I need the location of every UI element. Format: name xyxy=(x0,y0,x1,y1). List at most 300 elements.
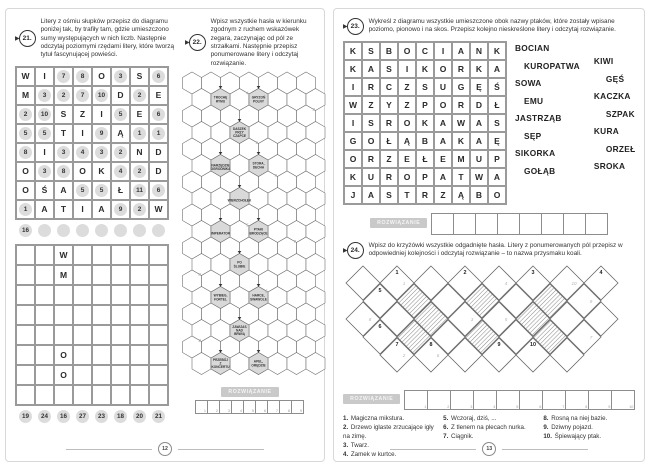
grid-cell: A xyxy=(434,114,452,132)
grid-cell: C xyxy=(416,42,434,60)
grid-cell: K xyxy=(452,132,470,150)
word-list-item: KACZKA xyxy=(593,91,631,101)
answer-cell: 3 xyxy=(219,400,232,414)
grid-cell: O xyxy=(434,96,452,114)
hex-clue-text: DASZEK PRZY CZAPCE xyxy=(232,126,247,139)
task-24-badge xyxy=(343,242,364,259)
word-list-item: SROKA xyxy=(593,161,626,171)
grid-cell: A xyxy=(434,168,452,186)
grid-cell xyxy=(92,285,111,305)
grid-cell: 2 xyxy=(130,86,149,105)
answer-cell xyxy=(563,213,586,235)
grid-cell: Y xyxy=(380,96,398,114)
answer-cell xyxy=(453,213,476,235)
answer-cell: 9 xyxy=(291,400,304,414)
grid-cell: 2 xyxy=(130,162,149,181)
grid-cell: W xyxy=(344,96,362,114)
hex-number-mark: 5 xyxy=(246,222,249,228)
grid-cell: O xyxy=(488,186,506,204)
grid-cell: Ł xyxy=(416,150,434,168)
grid-cell: P xyxy=(488,150,506,168)
grid-cell: 3 xyxy=(92,143,111,162)
hex-clue-text: APEL, ORĘDZIE xyxy=(251,359,266,368)
clue-item: 3. Twarz. xyxy=(343,441,369,449)
grid-cell xyxy=(111,385,130,405)
grid-cell: E xyxy=(130,105,149,124)
grid-cell: I xyxy=(434,42,452,60)
hex-number-mark: 4 xyxy=(246,90,249,96)
solution-letter-number: 5 xyxy=(504,317,508,322)
grid-cell: 10 xyxy=(92,86,111,105)
solution-diagram-grid xyxy=(15,244,169,406)
grid-cell: 3 xyxy=(54,143,73,162)
grid-cell: T xyxy=(54,200,73,219)
grid-cell: Ł xyxy=(380,132,398,150)
word-list-item: SIKORKA xyxy=(515,148,556,158)
grid-cell: R xyxy=(452,96,470,114)
grid-cell: O xyxy=(398,42,416,60)
answer-label: ROZWIĄZANIE xyxy=(370,218,427,228)
grid-cell xyxy=(16,245,35,265)
grid-cell: 5 xyxy=(16,124,35,143)
grid-cell: Ę xyxy=(470,78,488,96)
answer-cell: 9 xyxy=(588,390,612,410)
grid-cell: 1 xyxy=(16,200,35,219)
grid-cell: Z xyxy=(73,105,92,124)
answer-cell: 8 xyxy=(565,390,589,410)
grid-cell: 5 xyxy=(111,105,130,124)
grid-cell: R xyxy=(452,60,470,78)
task-23-answer xyxy=(343,210,635,235)
page-number-left: 12 xyxy=(158,442,172,456)
grid-cell: P xyxy=(416,168,434,186)
solution-letter-number: 4 xyxy=(504,281,508,286)
sum-circle xyxy=(73,223,92,238)
grid-cell: 9 xyxy=(92,124,111,143)
grid-cell: 4 xyxy=(111,162,130,181)
hex-clue-text: NARZĘDZIE OGRODNIKA xyxy=(210,163,231,172)
clue-number: 5 xyxy=(378,288,382,294)
task-23-section xyxy=(343,18,635,235)
grid-cell xyxy=(149,285,168,305)
task-23-badge xyxy=(343,18,364,35)
grid-cell: 2 xyxy=(130,200,149,219)
grid-cell: W xyxy=(149,200,168,219)
grid-cell: Ą xyxy=(398,132,416,150)
grid-cell: 7 xyxy=(73,86,92,105)
left-page-footer xyxy=(6,442,324,456)
grid-cell: 3 xyxy=(35,86,54,105)
grid-cell: R xyxy=(362,78,380,96)
solution-letter-number: 3 xyxy=(470,317,474,322)
honeycomb-puzzle xyxy=(187,74,315,383)
grid-cell: O xyxy=(73,162,92,181)
grid-cell: Z xyxy=(398,78,416,96)
answer-cell: 4 xyxy=(473,390,497,410)
task-24-number: 24. xyxy=(347,242,364,259)
hex-clue-text: GRYZOŃ POLNY xyxy=(251,95,266,104)
grid-cell xyxy=(111,345,130,365)
grid-cell xyxy=(130,285,149,305)
grid-cell: O xyxy=(362,132,380,150)
answer-cell xyxy=(585,213,608,235)
task-21-number: 21. xyxy=(19,30,36,47)
sum-circle xyxy=(54,223,73,238)
right-page-footer xyxy=(334,442,644,456)
grid-cell xyxy=(35,265,54,285)
grid-cell: D xyxy=(149,143,168,162)
sum-circle: 19 xyxy=(16,409,35,424)
task-21-instructions: Litery z ośmiu słupków przepisz do diagramu poniżej tak, by trafiły tam, gdzie umieszczono sumy występujących w nich liczb. Następnie odczytaj poziomymi rzędami litery, które tworzą tytuł fascynującej powieści. xyxy=(40,18,175,59)
grid-cell: 10 xyxy=(35,105,54,124)
grid-cell: O xyxy=(92,67,111,86)
task-23-instructions: Wykreśl z diagramu wszystkie umieszczone obok nazwy ptaków, które zostały wpisane poziomo, pionowo i na skos. Przepisz kolejno nieskreślone litery i odczytaj rozwiązanie. xyxy=(368,18,616,34)
grid-cell: C xyxy=(380,78,398,96)
grid-cell: 2 xyxy=(54,86,73,105)
hex-clue-text: PTAKI BRODZĄCE xyxy=(249,227,268,236)
task-21-badge xyxy=(15,18,36,60)
sum-circle: 16 xyxy=(16,223,35,238)
grid-cell xyxy=(130,385,149,405)
grid-cell: 11 xyxy=(130,181,149,200)
clue-number: 1 xyxy=(395,270,399,276)
grid-cell xyxy=(149,365,168,385)
grid-cell: K xyxy=(488,42,506,60)
clue-item: 6. Z tlenem na plecach nurka. xyxy=(443,423,526,431)
sum-circle xyxy=(149,223,168,238)
footer-rule xyxy=(178,449,264,450)
grid-cell: E xyxy=(149,86,168,105)
sum-circle: 24 xyxy=(35,409,54,424)
grid-cell xyxy=(54,385,73,405)
grid-cell: K xyxy=(470,60,488,78)
answer-cells-24 xyxy=(405,390,635,410)
grid-cell xyxy=(92,305,111,325)
diamond-crossword xyxy=(343,265,635,382)
grid-cell xyxy=(111,265,130,285)
footer-rule xyxy=(502,449,588,450)
grid-cell: Z xyxy=(434,186,452,204)
hex-clue-text: WIERZCHOŁEK xyxy=(227,198,252,203)
grid-cell xyxy=(73,325,92,345)
grid-cell: G xyxy=(344,132,362,150)
hex-clue-text: STORA, DECHA xyxy=(252,161,265,170)
grid-cell: O xyxy=(434,60,452,78)
answer-cell xyxy=(431,213,454,235)
answer-cell: 3 xyxy=(450,390,474,410)
solution-letter-number: 7 xyxy=(589,335,593,340)
grid-cell: 1 xyxy=(130,124,149,143)
answer-cell: 6 xyxy=(519,390,543,410)
answer-cell: 6 xyxy=(255,400,268,414)
grid-cell: R xyxy=(380,168,398,186)
grid-cell: Ą xyxy=(452,186,470,204)
hex-clue-text: TROCHĘ RYMU xyxy=(213,95,228,104)
solution-letter-number: 10 xyxy=(571,281,577,286)
grid-cell xyxy=(130,245,149,265)
grid-cell: I xyxy=(92,105,111,124)
answer-cell: 8 xyxy=(279,400,292,414)
grid-cell: W xyxy=(54,245,73,265)
solution-letter-number: 2 xyxy=(402,353,406,358)
clue-item: 10. Śpiewający ptak. xyxy=(543,432,602,440)
sum-circle xyxy=(92,223,111,238)
grid-cell: U xyxy=(470,150,488,168)
task-24-answer xyxy=(343,387,635,410)
task-24-section xyxy=(343,242,635,460)
answer-cell: 5 xyxy=(496,390,520,410)
grid-cell xyxy=(92,325,111,345)
clue-number: 2 xyxy=(463,270,467,276)
sum-circle: 18 xyxy=(111,409,130,424)
grid-cell: S xyxy=(380,60,398,78)
clue-number: 4 xyxy=(599,270,603,276)
solution-letter-number: 8 xyxy=(368,317,372,322)
word-list-item: BOCIAN xyxy=(515,43,550,53)
hex-clue-text: ZAWIJAS NAD BRWIĄ xyxy=(232,324,247,337)
grid-cell: D xyxy=(470,96,488,114)
grid-cell: Ś xyxy=(488,78,506,96)
grid-cell: 8 xyxy=(73,67,92,86)
grid-cell: A xyxy=(362,186,380,204)
sum-circle: 21 xyxy=(149,409,168,424)
word-list-item: EMU xyxy=(524,95,544,106)
solution-letter-number: 6 xyxy=(436,353,440,358)
grid-cell: O xyxy=(398,168,416,186)
grid-cell: S xyxy=(362,114,380,132)
grid-cell: J xyxy=(344,186,362,204)
clue-number: 6 xyxy=(378,324,382,330)
grid-cell xyxy=(73,305,92,325)
grid-cell: 5 xyxy=(35,124,54,143)
grid-cell: Ę xyxy=(488,132,506,150)
hex-number-mark: 2 xyxy=(198,337,201,343)
grid-cell: W xyxy=(452,114,470,132)
grid-cell: W xyxy=(16,67,35,86)
grid-cell: S xyxy=(130,67,149,86)
grid-cell: R xyxy=(362,150,380,168)
sum-circle: 16 xyxy=(54,409,73,424)
grid-cell xyxy=(16,265,35,285)
grid-cell: M xyxy=(452,150,470,168)
grid-cell xyxy=(111,325,130,345)
grid-cell xyxy=(35,345,54,365)
grid-cell: Z xyxy=(380,150,398,168)
grid-cell: U xyxy=(434,78,452,96)
grid-cell: T xyxy=(398,186,416,204)
grid-cell: 6 xyxy=(149,67,168,86)
letters-numbers-grid xyxy=(15,66,169,220)
grid-cell: S xyxy=(380,186,398,204)
clue-item: 1. Magiczna mikstura. xyxy=(343,415,405,422)
grid-cell xyxy=(130,365,149,385)
grid-cell xyxy=(16,325,35,345)
grid-cell xyxy=(92,245,111,265)
clue-number: 8 xyxy=(429,342,433,348)
grid-cell xyxy=(35,365,54,385)
grid-cell xyxy=(149,385,168,405)
task-22-answer xyxy=(185,387,315,414)
grid-cell: Ą xyxy=(111,124,130,143)
clue-item: 9. Dziwny pojazd. xyxy=(543,423,593,431)
answer-cell: 7 xyxy=(267,400,280,414)
grid-cell: I xyxy=(73,200,92,219)
clue-number: 3 xyxy=(531,270,535,276)
grid-cell xyxy=(111,285,130,305)
grid-cell: Ł xyxy=(488,96,506,114)
answer-cell: 7 xyxy=(542,390,566,410)
grid-cell: M xyxy=(16,86,35,105)
grid-cell: 9 xyxy=(111,200,130,219)
word-list-item: SZPAK xyxy=(605,108,635,119)
grid-cell: K xyxy=(344,168,362,186)
grid-cell: I xyxy=(344,114,362,132)
grid-cell xyxy=(54,285,73,305)
word-list-item: GOŁĄB xyxy=(524,165,556,176)
task-23-number: 23. xyxy=(347,18,364,35)
answer-cells-23 xyxy=(432,213,608,235)
sum-circle xyxy=(35,223,54,238)
word-search-grid xyxy=(343,41,507,205)
grid-cell: A xyxy=(92,200,111,219)
clue-item: 4. Zamek w kurtce. xyxy=(343,450,397,458)
grid-cell: E xyxy=(398,150,416,168)
grid-cell xyxy=(111,365,130,385)
footer-rule xyxy=(390,449,476,450)
solution-letter-number: 9 xyxy=(589,299,593,304)
grid-cell xyxy=(35,305,54,325)
hex-clue-text: PO ŚLUBIE xyxy=(233,260,246,269)
grid-cell xyxy=(92,365,111,385)
grid-cell: 3 xyxy=(35,162,54,181)
clue-item: 2. Drzewo iglaste zrzucające igły na zimę. xyxy=(343,423,434,440)
answer-cell: 1 xyxy=(404,390,428,410)
grid-cell: B xyxy=(416,132,434,150)
arrow-right-icon: ▶ xyxy=(343,248,348,254)
left-page xyxy=(5,8,325,462)
sum-circle: 20 xyxy=(130,409,149,424)
grid-cell xyxy=(16,365,35,385)
grid-cell: 8 xyxy=(54,162,73,181)
grid-cell: 1 xyxy=(149,124,168,143)
hex-number-mark: 9 xyxy=(274,172,277,178)
grid-cell: Ł xyxy=(111,181,130,200)
page-number-right: 13 xyxy=(482,442,496,456)
grid-cell xyxy=(73,245,92,265)
task-22-number: 22. xyxy=(189,34,206,51)
grid-cell xyxy=(130,265,149,285)
task-22-badge xyxy=(185,18,206,68)
clue-number: 7 xyxy=(395,342,399,348)
grid-cell xyxy=(149,265,168,285)
answer-label: ROZWIĄZANIE xyxy=(343,394,400,404)
arrow-right-icon: ▶ xyxy=(343,24,348,30)
grid-cell: W xyxy=(470,168,488,186)
grid-cell: N xyxy=(130,143,149,162)
grid-cell: T xyxy=(452,168,470,186)
task-24-instructions: Wpisz do krzyżówki wszystkie odgadnięte hasła. Litery z ponumerowanych pól przepisz w odpowiedniej kolejności i odczytaj rozwiązanie – to nazwa przysmaku koali. xyxy=(368,242,623,258)
grid-cell: Ś xyxy=(35,181,54,200)
grid-cell: A xyxy=(434,132,452,150)
word-list-item: KURA xyxy=(593,126,620,136)
grid-cell xyxy=(16,305,35,325)
grid-cell xyxy=(35,325,54,345)
word-list-item: SĘP xyxy=(524,130,542,141)
grid-cell xyxy=(73,285,92,305)
answer-cell: 1 xyxy=(195,400,208,414)
answer-cell: 2 xyxy=(427,390,451,410)
answer-cell: 10 xyxy=(611,390,635,410)
hex-clue-text: HARCE, SWAWOLE xyxy=(250,293,267,302)
grid-cell: O xyxy=(344,150,362,168)
grid-cell: B xyxy=(380,42,398,60)
grid-cell: U xyxy=(362,168,380,186)
answer-cell xyxy=(519,213,542,235)
sum-circle xyxy=(111,223,130,238)
grid-cell: I xyxy=(73,124,92,143)
arrow-right-icon: ▶ xyxy=(185,40,190,47)
hex-number-mark: 3 xyxy=(312,106,315,112)
grid-cell: 3 xyxy=(111,67,130,86)
grid-cell xyxy=(35,245,54,265)
grid-cell: A xyxy=(35,200,54,219)
grid-cell: S xyxy=(416,78,434,96)
grid-cell: A xyxy=(452,42,470,60)
word-list-item: ORZEŁ xyxy=(605,143,636,154)
hex-number-mark: 8 xyxy=(198,271,201,277)
answer-cell xyxy=(475,213,498,235)
grid-cell: Z xyxy=(398,96,416,114)
grid-cell xyxy=(111,305,130,325)
sum-circle: 27 xyxy=(73,409,92,424)
grid-cell: E xyxy=(434,150,452,168)
task-22-instructions: Wpisz wszystkie hasła w kierunku zgodnym z ruchem wskazówek zegara, zaczynając od pól ze strzałkami. Następnie przepisz ponumerowane litery i odczytaj rozwiązanie. xyxy=(210,18,307,67)
grid-cell xyxy=(16,285,35,305)
answer-cell xyxy=(497,213,520,235)
grid-cell: 2 xyxy=(16,105,35,124)
grid-cell: 5 xyxy=(92,181,111,200)
grid-cell xyxy=(149,345,168,365)
grid-cell: A xyxy=(470,132,488,150)
task-21-section xyxy=(15,18,178,430)
grid-cell xyxy=(149,305,168,325)
grid-cell: O xyxy=(54,345,73,365)
grid-cell xyxy=(149,245,168,265)
grid-cell: N xyxy=(470,42,488,60)
answer-label: ROZWIĄZANIE xyxy=(221,387,278,397)
clue-number: 10 xyxy=(530,342,537,348)
grid-cell: 7 xyxy=(54,67,73,86)
solution-letter-number: 1 xyxy=(402,281,406,286)
grid-cell: O xyxy=(16,181,35,200)
clue-item: 5. Wczoraj, dziś, ... xyxy=(443,415,497,422)
grid-cell: O xyxy=(398,114,416,132)
grid-cell: O xyxy=(54,365,73,385)
grid-cell: R xyxy=(416,186,434,204)
grid-cell: T xyxy=(54,124,73,143)
grid-cell: S xyxy=(54,105,73,124)
hex-clue-text: IMPERATOR xyxy=(211,231,230,236)
grid-cell: 5 xyxy=(73,181,92,200)
answer-cell xyxy=(541,213,564,235)
grid-cell: 4 xyxy=(73,143,92,162)
grid-cell: A xyxy=(54,181,73,200)
grid-cell xyxy=(73,265,92,285)
grid-cell: 6 xyxy=(149,105,168,124)
grid-cell xyxy=(92,345,111,365)
grid-cell xyxy=(149,325,168,345)
word-list-column-1 xyxy=(515,43,580,183)
